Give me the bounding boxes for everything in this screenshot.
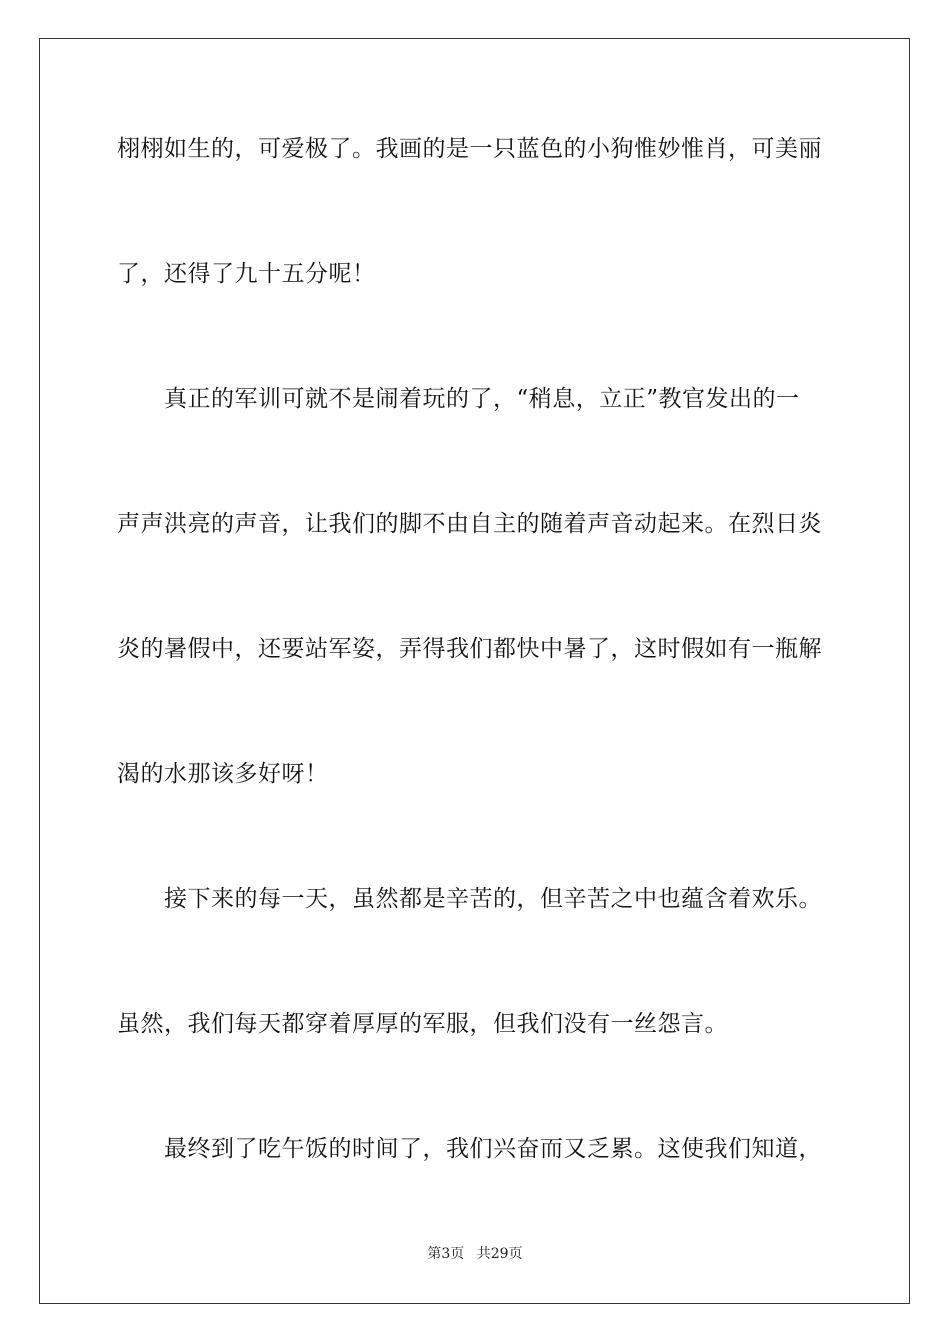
text-line-6: 渴的水那该多好呀！ <box>117 761 329 787</box>
text-line-7: 接下来的每一天，虽然都是辛苦的，但辛苦之中也蕴含着欢乐。 <box>164 886 822 912</box>
text-line-2: 了，还得了九十五分呢！ <box>117 261 376 287</box>
text-line-8: 虽然，我们每天都穿着厚厚的军服，但我们没有一丝怨言。 <box>117 1011 728 1037</box>
text-line-4: 声声洪亮的声音，让我们的脚不由自主的随着声音动起来。在烈日炎 <box>117 511 822 537</box>
page-number: 第3页 <box>427 1246 465 1262</box>
page-border <box>39 38 910 1304</box>
text-line-3: 真正的军训可就不是闹着玩的了，“稍息，立正”教官发出的一 <box>164 386 800 412</box>
text-line-5: 炎的暑假中，还要站军姿，弄得我们都快中暑了，这时假如有一瓶解 <box>117 636 822 662</box>
text-line-9: 最终到了吃午饭的时间了，我们兴奋而又乏累。这使我们知道， <box>164 1136 822 1162</box>
page-footer <box>0 1244 950 1264</box>
text-line-1: 栩栩如生的，可爱极了。我画的是一只蓝色的小狗惟妙惟肖，可美丽 <box>117 136 822 162</box>
page-total: 共29页 <box>476 1246 523 1262</box>
